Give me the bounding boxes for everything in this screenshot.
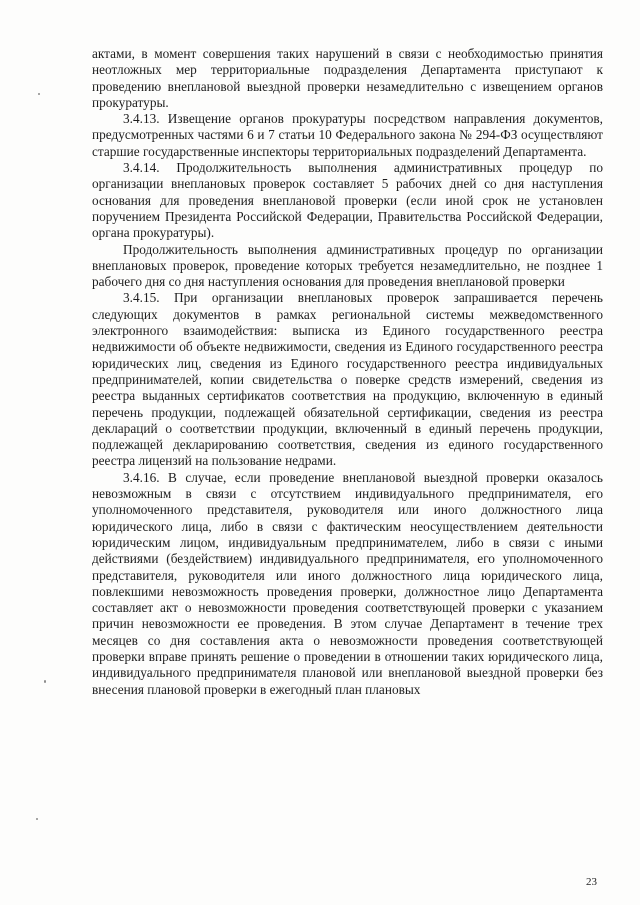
scan-speck [44, 680, 46, 683]
scan-speck [36, 818, 38, 820]
paragraph-3-4-16: 3.4.16. В случае, если проведение внеплановой выездной проверки оказалось невозможным в связи с отсутствием индивидуального предпринимателя, его уполномоченного представителя, руководителя или иного должностного лица юридического лица, либо в связи с фактическим неосуществлением деятельности юридическим лицом, индивидуальным предпринимателем, либо в связи с иными действиями (бездействием) индивидуального предпринимателя, его уполномоченного представителя, руководителя или иного должностного лица юридического лица, повлекшими невозможность проведения проверки, должностное лицо Департамента составляет акт о невозможности проведения соответствующей проверки с указанием причин невозможности ее проведения. В этом случае Департамент в течение трех месяцев со дня составления акта о невозможности проведения соответствующей проверки вправе принять решение о проведении в отношении таких юридического лица, индивидуального предпринимателя плановой или внеплановой выездной проверки без внесения плановой проверки в ежегодный план плановых [92, 469, 603, 697]
scan-speck [38, 93, 40, 95]
paragraph-3-4-13: 3.4.13. Извещение органов прокуратуры посредством направления документов, предусмотренных частями 6 и 7 статьи 10 Федерального закона № 294-ФЗ осуществляют старшие государственные инспекторы территориальных подразделений Департамента. [92, 111, 603, 159]
paragraph-duration-urgent: Продолжительность выполнения административных процедур по организации внеплановых проверок, проведение которых требуется незамедлительно, не позднее 1 рабочего дня со дня наступления основания для проведения внеплановой проверки [92, 241, 603, 290]
page-number: 23 [586, 876, 597, 888]
paragraph-continuation: актами, в момент совершения таких нарушений в связи с необходимостью принятия неотложных мер территориальные подразделения Департамента приступают к проведению внеплановой выездной проверки незамедлительно с извещением органов прокуратуры. [92, 46, 603, 110]
paragraph-3-4-15: 3.4.15. При организации внеплановых проверок запрашивается перечень следующих документов в рамках региональной системы межведомственного электронного взаимодействия: выписка из Единого государственного реестра недвижимости об объекте недвижимости, сведения из Единого государственного реестра юридических лиц, сведения из Единого государственного реестра индивидуальных предпринимателей, копии свидетельства о поверке средств измерений, сведения из реестра выданных сертификатов соответствия на продукцию, включенную в единый перечень продукции, подлежащей обязательной сертификации, сведения из реестра деклараций о соответствии продукции, включенный в единый перечень продукции, подлежащей декларированию соответствия, сведения из единого государственного реестра лицензий на пользование недрами. [92, 290, 603, 469]
paragraph-3-4-14: 3.4.14. Продолжительность выполнения административных процедур по организации внеплановых проверок составляет 5 рабочих дней со дня наступления основания для проведения внеплановой проверки (если иной срок не установлен поручением Президента Российской Федерации, Правительства Российской Федерации, органа прокуратуры). [92, 160, 603, 241]
document-body [92, 46, 603, 698]
